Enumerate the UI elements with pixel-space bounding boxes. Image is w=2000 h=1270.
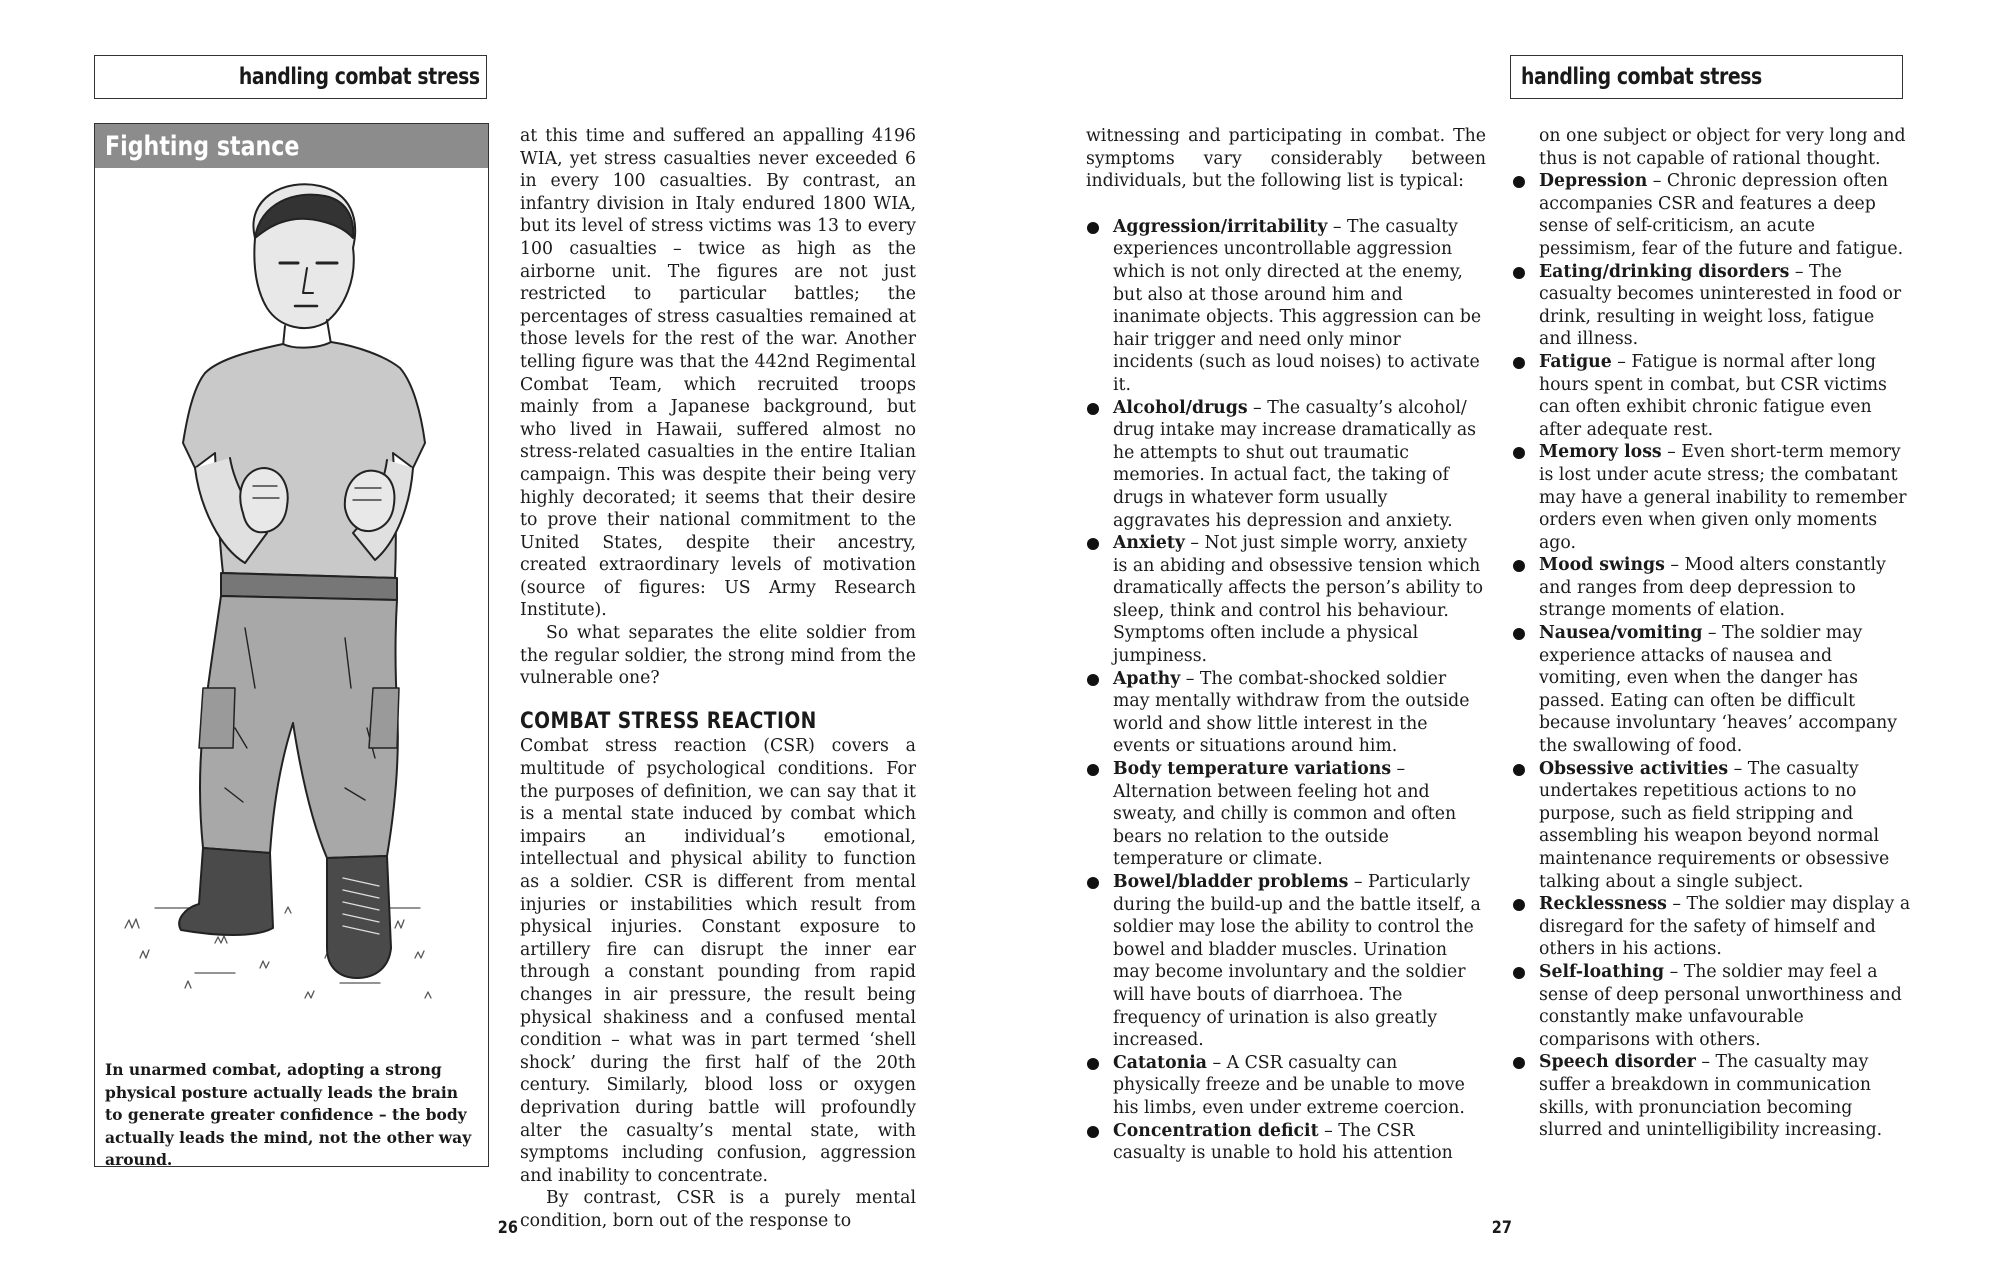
symptom-description: – Mood alters constantly and ranges from deep depression to strange moments of elation. xyxy=(1539,555,1886,621)
symptom-term: Self-loathing xyxy=(1539,961,1665,982)
symptom-term: Apathy xyxy=(1113,668,1181,689)
symptom-list-item xyxy=(1512,622,1912,758)
symptom-term: Anxiety xyxy=(1113,533,1185,554)
symptom-list-continued xyxy=(1512,125,1912,1142)
symptom-list-item xyxy=(1086,1052,1486,1120)
running-header-left xyxy=(94,55,487,99)
symptom-list-item xyxy=(1086,1120,1486,1165)
symptom-term: Eating/drinking disorders xyxy=(1539,261,1790,282)
symptom-description: – The combat-shocked soldier may mentally withdraw from the outside world and show little interest in the events or situations around him. xyxy=(1113,668,1470,757)
page-number-right: 27 xyxy=(1491,1218,1512,1238)
running-header-right-text: handling combat stress xyxy=(1521,64,1762,90)
symptom-description: – Chronic depression often accompanies CSR and features a deep sense of self-criticism, an acute pessimism, fear of the future and fatigue. xyxy=(1539,171,1904,259)
symptom-description: – Even short-term memory is lost under acute stress; the combatant may have a general inability to remember orders even when given only moments ago. xyxy=(1539,442,1907,553)
symptom-description: – The soldier may display a disregard for the safety of himself and others in his actions. xyxy=(1539,894,1911,960)
body-column-right xyxy=(1512,125,1912,1142)
figure-caption: In unarmed combat, adopting a strong physical posture actually leads the brain to generate greater confidence – the body actually leads the mind, not the other way around. xyxy=(105,1060,472,1169)
figure-title-bar xyxy=(95,124,488,168)
running-header-right xyxy=(1510,55,1903,99)
symptom-list-item xyxy=(1512,554,1912,622)
symptom-description: – A CSR casualty can physically freeze and be unable to move his limbs, even under extreme coercion. xyxy=(1113,1052,1465,1118)
symptom-term: Recklessness xyxy=(1539,894,1667,915)
symptom-description: – The soldier may feel a sense of deep personal unworthiness and constantly make unfavourable comparisons with others. xyxy=(1539,961,1902,1050)
symptom-term: Catatonia xyxy=(1113,1052,1207,1073)
symptom-description: – The casualty’s alcohol/ drug intake may increase dramatically as he attempts to shut out traumatic memories. In actual fact, the taking of drugs in whatever form usually aggravates his depression and anxiety. xyxy=(1113,397,1477,531)
symptom-list xyxy=(1086,216,1486,1165)
symptom-term: Mood swings xyxy=(1539,555,1665,576)
symptom-description: – The casualty undertakes repetitious actions to no purpose, such as field stripping and assembling his weapon beyond normal maintenance requirements or obsessive talking about a single subject. xyxy=(1539,758,1890,892)
section-heading: COMBAT STRESS REACTION xyxy=(520,708,817,734)
symptom-list-item xyxy=(1512,893,1912,961)
symptom-list-item xyxy=(1086,758,1486,871)
symptom-description: – Fatigue is normal after long hours spent in combat, but CSR victims can often exhibit chronic fatigue even after adequate rest. xyxy=(1539,351,1887,440)
symptom-description: – The soldier may experience attacks of nausea and vomiting, even when the danger has passed. Eating can often be difficult because involuntary ‘heaves’ accompany the swallowing of food. xyxy=(1539,623,1898,757)
symptom-description: – Particularly during the build-up and the battle itself, a soldier may lose the ability to control the bowel and bladder muscles. Urination may become involuntary and the soldier will have bouts of diarrhoea. The frequency of urination is also greatly increased. xyxy=(1113,872,1481,1051)
symptom-list-item xyxy=(1086,532,1486,668)
paragraph: So what separates the elite soldier from the regular soldier, the strong mind from the vulnerable one? xyxy=(520,623,916,689)
symptom-list-item xyxy=(1086,668,1486,758)
symptom-term: Aggression/irritability xyxy=(1113,216,1328,237)
list-item-continuation: on one subject or object for very long and thus is not capable of rational thought. xyxy=(1539,126,1906,169)
symptom-term: Depression xyxy=(1539,171,1648,192)
symptom-list-item xyxy=(1512,170,1912,260)
symptom-list-intro: witnessing and participating in combat. The symptoms vary considerably between individuals, but the following list is typical: xyxy=(1086,126,1486,192)
symptom-term: Body temperature variations xyxy=(1113,759,1392,780)
symptom-list-item xyxy=(1086,871,1486,1052)
paragraph: Combat stress reaction (CSR) covers a multitude of psychological conditions. For the purposes of definition, we can say that it is a mental state induced by combat which impairs an individual’s emotional, intellectual and physical ability to function as a soldier. CSR is different from mental injuries or instabilities which result from physical injuries. Constant exposure to artillery fire can disrupt the inner ear through a constant pounding from rapid changes in air pressure, the result being physical shakiness and a confused mental condition – what was in part termed ‘shell shock’ during the first half of the 20th century. Similarly, blood loss or oxygen deprivation during battle will profoundly alter the casualty’s mental state, with symptoms including confusion, aggression and inability to concentrate. xyxy=(520,736,916,1186)
symptom-list-item xyxy=(1512,441,1912,554)
symptom-term: Obsessive activities xyxy=(1539,758,1729,779)
symptom-term: Speech disorder xyxy=(1539,1052,1696,1073)
symptom-description: – The CSR casualty is unable to hold his attention xyxy=(1113,1120,1453,1164)
body-column-middle xyxy=(1086,125,1486,1165)
body-column-left xyxy=(520,125,916,1233)
symptom-list-item xyxy=(1512,961,1912,1051)
symptom-list-item xyxy=(1512,758,1912,894)
figure-title: Fighting stance xyxy=(105,130,300,162)
symptom-description: – Alternation between feeling hot and sweaty, and chilly is common and often bears no relation to the outside temperature or climate. xyxy=(1113,759,1457,870)
symptom-term: Nausea/vomiting xyxy=(1539,623,1703,644)
symptom-description: – The casualty becomes uninterested in food or drink, resulting in weight loss, fatigue and illness. xyxy=(1539,261,1902,350)
fighting-stance-illustration xyxy=(95,168,487,1038)
symptom-list-item xyxy=(1086,216,1486,397)
symptom-term: Concentration deficit xyxy=(1113,1120,1319,1141)
symptom-list-item xyxy=(1512,1051,1912,1141)
running-header-left-text: handling combat stress xyxy=(239,64,480,90)
symptom-description: – The casualty may suffer a breakdown in communication skills, with pronunciation becoming slurred and unintelligibility increasing. xyxy=(1539,1052,1883,1141)
symptom-list-item xyxy=(1512,351,1912,441)
figure-panel xyxy=(94,123,489,1167)
paragraph: By contrast, CSR is a purely mental condition, born out of the response to xyxy=(520,1188,916,1231)
symptom-description: – The casualty experiences uncontrollable aggression which is not only directed at the enemy, but also at those around him and inanimate objects. This aggression can be hair trigger and need only minor incidents (such as loud noises) to activate it. xyxy=(1113,216,1482,395)
symptom-term: Memory loss xyxy=(1539,442,1662,463)
symptom-list-item xyxy=(1512,261,1912,351)
symptom-description: – Not just simple worry, anxiety is an abiding and obsessive tension which dramatically affects the person’s ability to sleep, think and control his behaviour. Symptoms often include a physical jumpiness. xyxy=(1113,533,1483,667)
symptom-list-item xyxy=(1086,397,1486,533)
symptom-term: Fatigue xyxy=(1539,351,1612,372)
page-number-left: 26 xyxy=(497,1218,518,1238)
symptom-term: Alcohol/drugs xyxy=(1113,397,1248,418)
paragraph: at this time and suffered an appalling 4196 WIA, yet stress casualties never exceeded 6 in every 100 casualties. By contrast, an infantry division in Italy endured 1800 WIA, but its level of stress victims was 13 to every 100 casualties – twice as high as the airborne unit. The figures are not just restricted to particular battles; the percentages of stress casualties remained at those levels for the rest of the war. Another telling figure was that the 442nd Regimental Combat Team, which recruited troops mainly from a Japanese background, but who lived in Hawaii, suffered almost no stress-related casualties in the entire Italian campaign. This was despite their being very highly decorated; it seems that their desire to prove their national commitment to the United States, despite their ancestry, created extraordinary levels of motivation (source of figures: US Army Research Institute). xyxy=(520,126,916,621)
symptom-term: Bowel/bladder problems xyxy=(1113,872,1349,892)
